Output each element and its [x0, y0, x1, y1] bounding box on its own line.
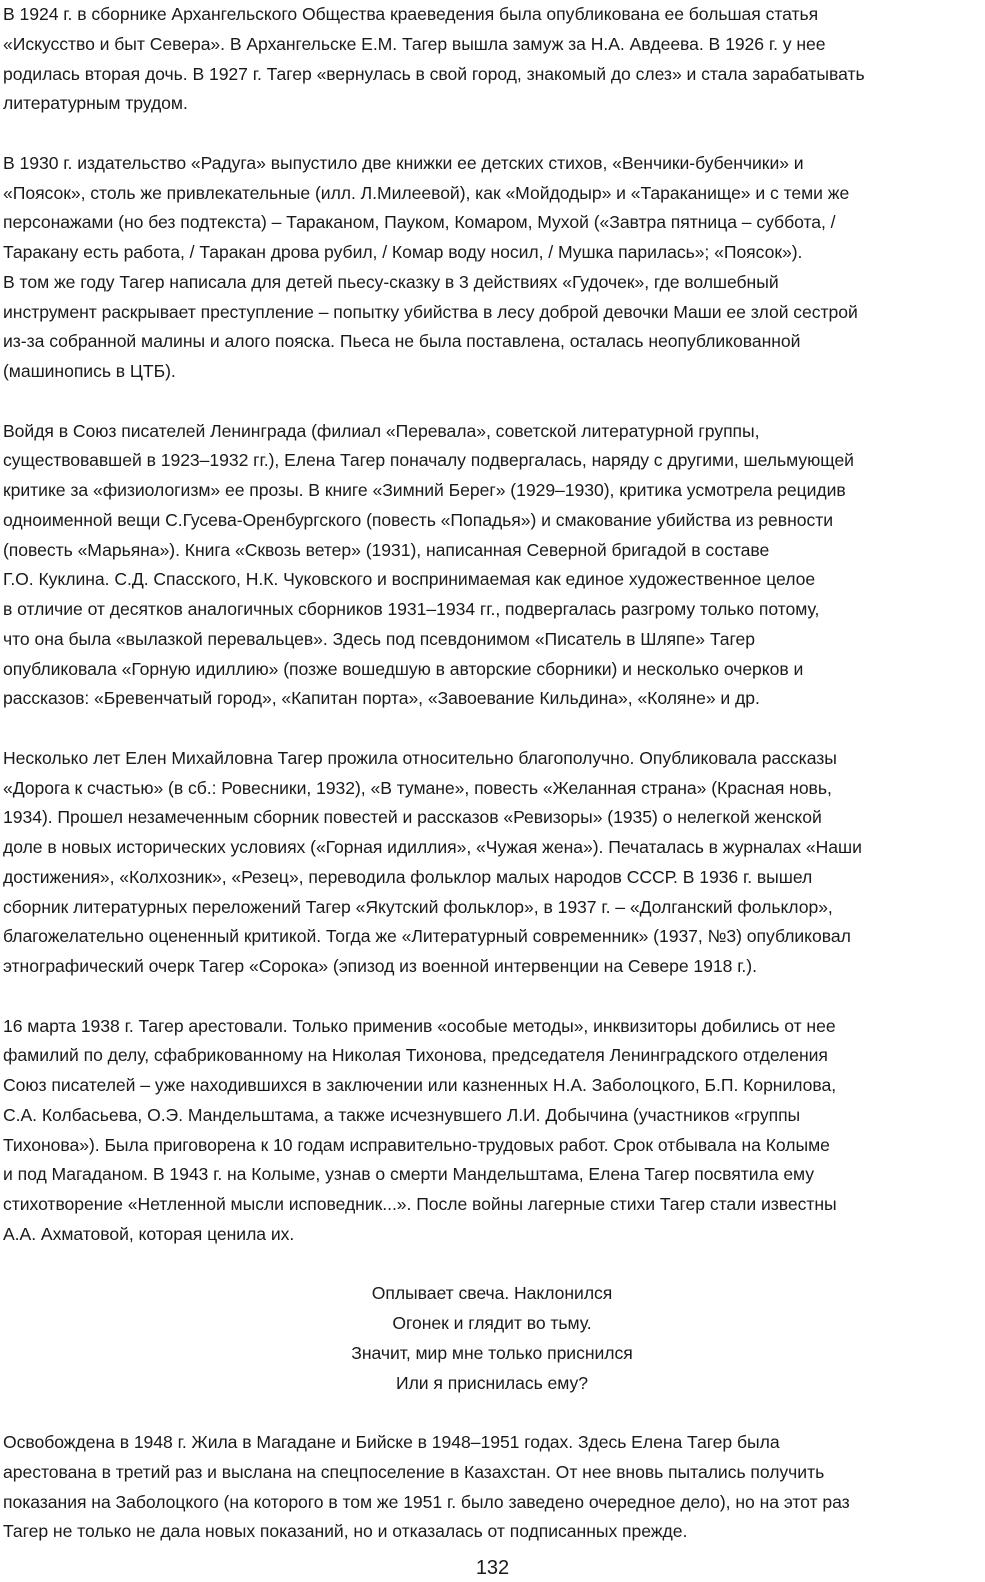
text-line: «Дорога к счастью» (в сб.: Ровесники, 1932), «В тумане», повесть «Желанная страна» (Красная новь,	[3, 777, 832, 798]
paragraph-3	[3, 417, 981, 715]
poem-line: Оплывает свеча. Наклонился	[371, 1283, 613, 1304]
poem-line: Значит, мир мне только приснился	[351, 1342, 633, 1363]
text-line: рассказов: «Бревенчатый город», «Капитан порта», «Завоевание Кильдина», «Коляне» и др.	[3, 688, 760, 709]
body-text	[3, 0, 981, 1547]
text-line: 1934). Прошел незамеченным сборник повестей и рассказов «Ревизоры» (1935) о нелегкой женской	[3, 807, 822, 828]
text-line: фамилий по делу, сфабрикованному на Николая Тихонова, председателя Ленинградского отделения	[3, 1045, 828, 1066]
paragraph-gap	[3, 119, 981, 149]
paragraph-gap	[3, 1398, 981, 1428]
text-line: «Поясок», столь же привлекательные (илл. Л.Милеевой), как «Мойдодыр» и «Тараканище» и с теми же	[3, 182, 850, 203]
text-line: сборник литературных переложений Тагер «Якутский фольклор», в 1937 г. – «Долганский фольклор»,	[3, 896, 833, 917]
text-line: Г.О. Куклина. С.Д. Спасского, Н.К. Чуковского и воспринимаемая как единое художественное целое	[3, 569, 816, 590]
text-line: в отличие от десятков аналогичных сборников 1931–1934 гг., подвергалась разгрому только потому,	[3, 599, 820, 619]
text-line: 16 марта 1938 г. Тагер арестовали. Только применив «особые методы», инквизиторы добились от нее	[3, 1015, 836, 1036]
text-line: критике за «физиологизм» ее прозы. В книге «Зимний Берег» (1929–1930), критика усмотрела рецидив	[3, 480, 846, 500]
text-line: опубликовала «Горную идиллию» (позже вошедшую в авторские сборники) и несколько очерков и	[3, 658, 804, 679]
paragraph-gap	[3, 1250, 981, 1280]
paragraph-1	[3, 0, 981, 119]
poem-line: Или я приснилась ему?	[395, 1372, 589, 1393]
paragraph-gap	[3, 714, 981, 744]
text-line: А.А. Ахматовой, которая ценила их.	[3, 1223, 295, 1244]
text-line: из-за собранной малины и алого пояска. Пьеса не была поставлена, осталась неопубликованной	[3, 331, 801, 352]
text-line: С.А. Колбасьева, О.Э. Мандельштама, а также исчезнувшего Л.И. Добычина (участников «группы	[3, 1104, 801, 1125]
paragraph-final	[3, 1428, 981, 1547]
text-line: одноименной вещи С.Гусева-Оренбургского (повесть «Попадья») и смакование убийства из ревности	[3, 509, 833, 530]
text-line: Освобождена в 1948 г. Жила в Магадане и Бийске в 1948–1951 годах. Здесь Елена Тагер была	[3, 1432, 780, 1452]
text-line: Таракану есть работа, / Таракан дрова рубил, / Комар воду носил, / Мушка парилась»; «Поясок»).	[3, 242, 803, 262]
text-line: персонажами (но без подтекста) – Тараканом, Пауком, Комаром, Мухой («Завтра пятница – суббота, /	[3, 212, 836, 233]
text-line: Войдя в Союз писателей Ленинграда (филиал «Перевала», советской литературной группы,	[3, 420, 760, 441]
text-line: инструмент раскрывает преступление – попытку убийства в лесу доброй девочки Маши ее злой сестрой	[3, 301, 858, 322]
paragraph-gap	[3, 387, 981, 417]
text-line: и под Магаданом. В 1943 г. на Колыме, узнав о смерти Мандельштама, Елена Тагер посвятила ему	[3, 1164, 815, 1185]
paragraph-5	[3, 1012, 981, 1250]
text-line: Несколько лет Елен Михайловна Тагер прожила относительно благополучно. Опубликовала рассказы	[3, 747, 837, 768]
text-line: Союз писателей – уже находившихся в заключении или казненных Н.А. Заболоцкого, Б.П. Корнилова,	[3, 1075, 837, 1095]
text-line: (машинопись в ЦТБ).	[3, 361, 176, 381]
text-line: (повесть «Марьяна»). Книга «Сквозь ветер» (1931), написанная Северной бригадой в составе	[3, 539, 770, 560]
text-line: арестована в третий раз и выслана на спецпоселение в Казахстан. От нее вновь пытались получить	[3, 1461, 825, 1482]
text-line: доле в новых исторических условиях («Горная идиллия», «Чужая жена»). Печаталась в журналах «Наши	[3, 837, 862, 857]
paragraph-2	[3, 149, 981, 387]
text-line: Тихонова»). Была приговорена к 10 годам исправительно-трудовых работ. Срок отбывала на Колыме	[3, 1134, 830, 1155]
paragraph-4	[3, 744, 981, 982]
text-line: В 1924 г. в сборнике Архангельского Общества краеведения была опубликована ее большая статья	[3, 4, 819, 24]
text-line: достижения», «Колхозник», «Резец», переводила фольклор малых народов СССР. В 1936 г. вышел	[3, 866, 813, 887]
text-line: «Искусство и быт Севера». В Архангельске Е.М. Тагер вышла замуж за Н.А. Авдеева. В 1926 г. у нее	[3, 33, 826, 54]
text-line: В том же году Тагер написала для детей пьесу-сказку в 3 действиях «Гудочек», где волшебный	[3, 271, 779, 292]
poem-stanza	[3, 1279, 981, 1398]
text-line: В 1930 г. издательство «Радуга» выпустило две книжки ее детских стихов, «Венчики-бубенчики» и	[3, 152, 804, 173]
paragraph-gap	[3, 982, 981, 1012]
text-line: что она была «вылазкой перевальцев». Здесь под псевдонимом «Писатель в Шляпе» Тагер	[3, 628, 755, 649]
poem-line: Огонек и глядит во тьму.	[392, 1313, 592, 1333]
text-line: литературным трудом.	[3, 93, 188, 114]
text-line: этнографический очерк Тагер «Сорока» (эпизод из военной интервенции на Севере 1918 г.).	[3, 956, 757, 976]
text-line: стихотворение «Нетленной мысли исповедник...». После войны лагерные стихи Тагер стали известны	[3, 1194, 837, 1214]
text-line: благожелательно оцененный критикой. Тогда же «Литературный современник» (1937, №3) опубликовал	[3, 926, 851, 947]
page-number: 132	[475, 1557, 510, 1579]
text-line: показания на Заболоцкого (на которого в том же 1951 г. было заведено очередное дело), но на этот раз	[3, 1491, 850, 1512]
text-line: Тагер не только не дала новых показаний, но и отказалась от подписанных прежде.	[3, 1521, 688, 1542]
text-line: существовавшей в 1923–1932 гг.), Елена Тагер поначалу подвергалась, наряду с другими, шельмующей	[3, 450, 854, 471]
text-line: родилась вторая дочь. В 1927 г. Тагер «вернулась в свой город, знакомый до слез» и стала зарабатывать	[3, 63, 865, 84]
